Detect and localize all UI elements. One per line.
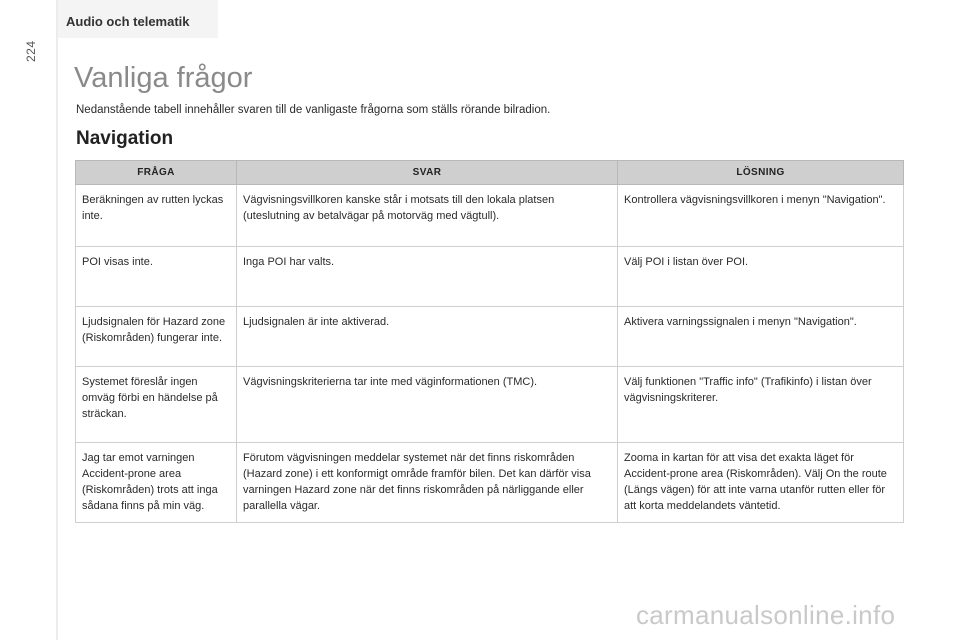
faq-table [75,160,904,523]
solution-cell: Aktivera varningssignalen i menyn "Navigation". [618,307,904,367]
answer-cell: Vägvisningskriterierna tar inte med väginformationen (TMC). [237,367,618,443]
column-header-solution: LÖSNING [618,161,904,185]
question-cell: POI visas inte. [76,247,237,307]
margin-rule [56,0,58,640]
question-cell: Beräkningen av rutten lyckas inte. [76,185,237,247]
question-cell: Systemet föreslår ingen omväg förbi en händelse på sträckan. [76,367,237,443]
table-row [76,185,904,247]
page-title: Vanliga frågor [74,62,253,94]
table-row [76,443,904,523]
page-number: 224 [24,40,38,62]
section-title: Audio och telematik [66,14,190,29]
answer-cell: Förutom vägvisningen meddelar systemet när det finns riskområden (Hazard zone) i ett konformigt område framför bilen. Det kan därför visa varningen Hazard zone när det finns riskområden på närliggande eller parallella vägar. [237,443,618,523]
question-cell: Ljudsignalen för Hazard zone (Riskområden) fungerar inte. [76,307,237,367]
column-header-answer: SVAR [237,161,618,185]
table-row [76,247,904,307]
solution-cell: Välj funktionen "Traffic info" (Trafikinfo) i listan över vägvisningskriterer. [618,367,904,443]
column-header-question: FRÅGA [76,161,237,185]
question-cell: Jag tar emot varningen Accident-prone area (Riskområden) trots att inga sådana finns på min väg. [76,443,237,523]
answer-cell: Vägvisningsvillkoren kanske står i motsats till den lokala platsen (uteslutning av betalvägar på motorväg med vägtull). [237,185,618,247]
answer-cell: Inga POI har valts. [237,247,618,307]
solution-cell: Välj POI i listan över POI. [618,247,904,307]
solution-cell: Kontrollera vägvisningsvillkoren i menyn "Navigation". [618,185,904,247]
table-header-row [76,161,904,185]
table-row [76,367,904,443]
table-row [76,307,904,367]
intro-text: Nedanstående tabell innehåller svaren till de vanligaste frågorna som ställs rörande bilradion. [76,104,551,116]
navigation-heading: Navigation [76,128,174,149]
answer-cell: Ljudsignalen är inte aktiverad. [237,307,618,367]
watermark: carmanualsonline.info [636,600,896,630]
solution-cell: Zooma in kartan för att visa det exakta läget för Accident-prone area (Riskområden). Välj On the route (Längs vägen) för att inte varna utanför rutten eller för att korta meddelandets väntetid. [618,443,904,523]
